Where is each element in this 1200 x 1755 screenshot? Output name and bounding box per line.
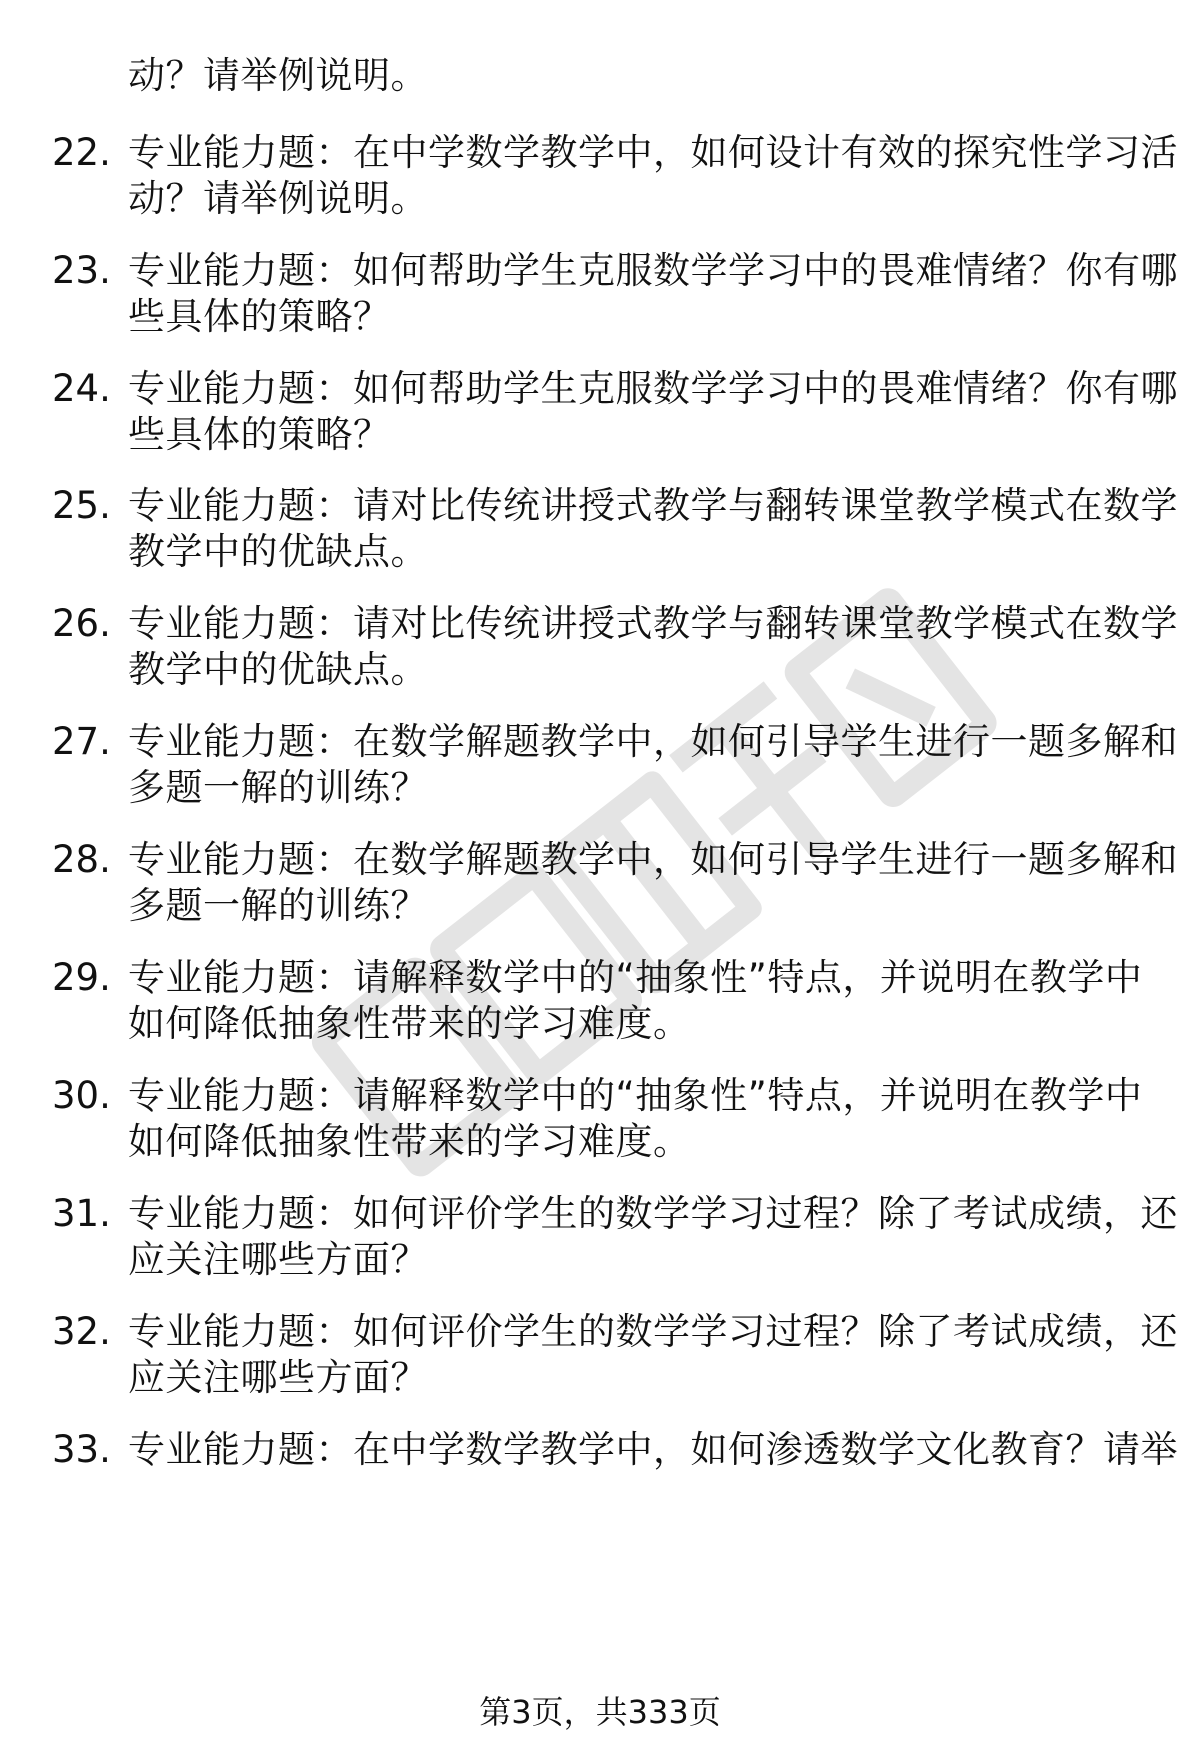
continuation-line: 动？请举例说明。	[128, 54, 428, 97]
question-number: 33.	[52, 1428, 111, 1471]
question-text-line2: 教学中的优缺点。	[128, 530, 428, 573]
question-text-line1: 专业能力题：在数学解题教学中，如何引导学生进行一题多解和	[128, 838, 1178, 881]
question-text-line1: 专业能力题：在数学解题教学中，如何引导学生进行一题多解和	[128, 720, 1178, 763]
question-text-line2: 些具体的策略？	[128, 295, 391, 338]
question-text-line2: 动？请举例说明。	[128, 177, 428, 220]
question-number: 30.	[52, 1074, 111, 1117]
question-number: 22.	[52, 131, 111, 174]
page-footer: 第3页，共333页	[479, 1693, 721, 1731]
question-text-line2: 应关注哪些方面？	[128, 1238, 428, 1281]
question-text-line1: 专业能力题：如何帮助学生克服数学学习中的畏难情绪？你有哪	[128, 249, 1178, 292]
question-text-line1: 专业能力题：请解释数学中的“抽象性”特点，并说明在教学中	[128, 956, 1143, 999]
question-text-line2: 如何降低抽象性带来的学习难度。	[128, 1002, 691, 1045]
question-number: 25.	[52, 484, 111, 527]
question-text-line2: 多题一解的训练？	[128, 766, 428, 809]
question-text-line1: 专业能力题：如何评价学生的数学学习过程？除了考试成绩，还	[128, 1192, 1178, 1235]
question-text-line2: 教学中的优缺点。	[128, 648, 428, 691]
question-text-line1: 专业能力题：请对比传统讲授式教学与翻转课堂教学模式在数学	[128, 602, 1178, 645]
question-number: 24.	[52, 367, 111, 410]
question-number: 32.	[52, 1310, 111, 1353]
question-text-line1: 专业能力题：请对比传统讲授式教学与翻转课堂教学模式在数学	[128, 484, 1178, 527]
question-number: 31.	[52, 1192, 111, 1235]
question-text-line1: 专业能力题：请解释数学中的“抽象性”特点，并说明在教学中	[128, 1074, 1143, 1117]
question-text-line2: 些具体的策略？	[128, 413, 391, 456]
question-text-line2: 应关注哪些方面？	[128, 1356, 428, 1399]
question-text-line1: 专业能力题：在中学数学教学中，如何设计有效的探究性学习活	[128, 131, 1178, 174]
question-number: 26.	[52, 602, 111, 645]
question-text-line1: 专业能力题：如何评价学生的数学学习过程？除了考试成绩，还	[128, 1310, 1178, 1353]
question-text-line2: 如何降低抽象性带来的学习难度。	[128, 1120, 691, 1163]
question-number: 28.	[52, 838, 111, 881]
question-text-line1: 专业能力题：如何帮助学生克服数学学习中的畏难情绪？你有哪	[128, 367, 1178, 410]
question-number: 27.	[52, 720, 111, 763]
question-number: 29.	[52, 956, 111, 999]
question-text-line1: 专业能力题：在中学数学教学中，如何渗透数学文化教育？请举	[128, 1428, 1178, 1471]
question-text-line2: 多题一解的训练？	[128, 884, 428, 927]
question-number: 23.	[52, 249, 111, 292]
